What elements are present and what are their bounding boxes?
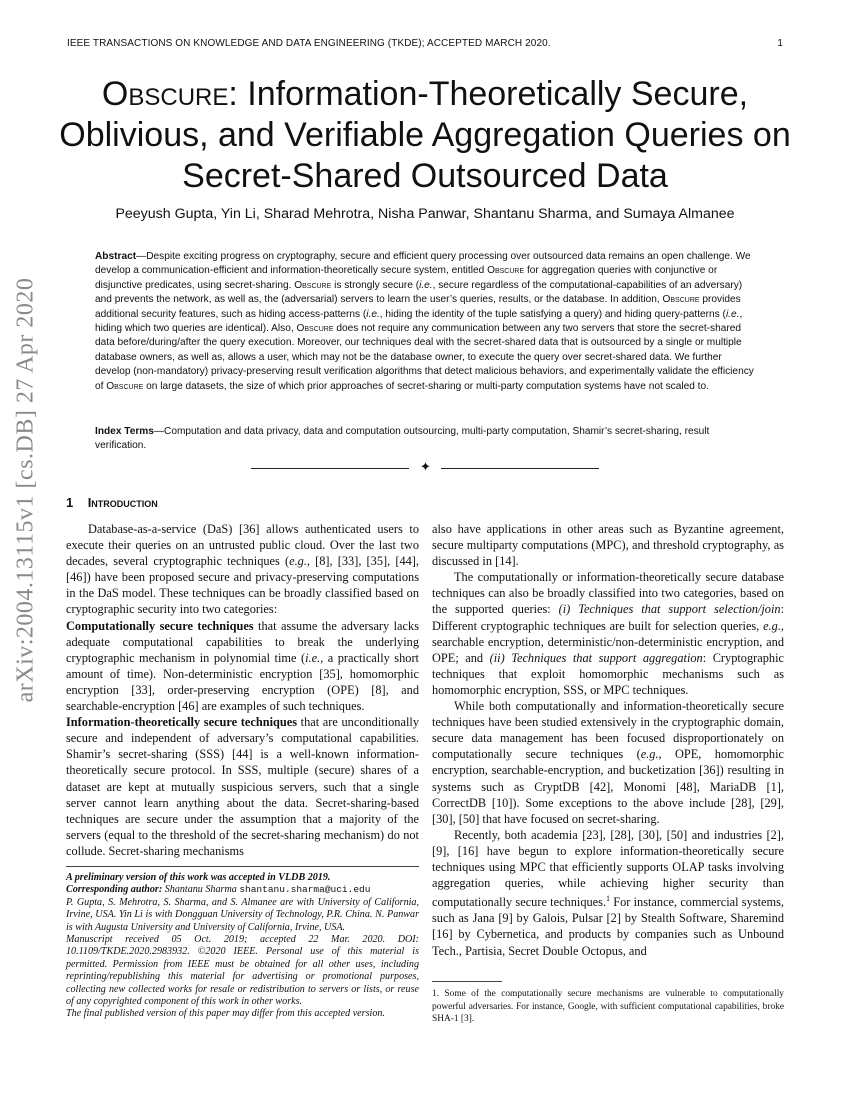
system-name: Obscure bbox=[487, 265, 525, 277]
arxiv-stamp[interactable] bbox=[4, 277, 48, 703]
page-number: 1 bbox=[777, 38, 783, 49]
divider-line-right bbox=[441, 468, 599, 469]
paper-title bbox=[50, 74, 800, 197]
section-title: Introduction bbox=[87, 495, 158, 510]
journal-name: IEEE TRANSACTIONS ON KNOWLEDGE AND DATA ENGINEERING (TKDE); ACCEPTED MARCH 2020. bbox=[67, 38, 551, 49]
corresponding-author-label: Corresponding author: bbox=[66, 884, 163, 896]
left-column bbox=[66, 521, 419, 859]
section-number: 1 bbox=[66, 495, 74, 510]
title-line-2: Oblivious, and Verifiable Aggregation Queries on bbox=[59, 116, 791, 154]
author-email-link[interactable]: shantanu.sharma@uci.edu bbox=[239, 884, 371, 896]
index-terms-label: Index Terms bbox=[95, 426, 154, 437]
author-list: Peeyush Gupta, Yin Li, Sharad Mehrotra, Nisha Panwar, Shantanu Sharma, and Sumaya Almanee bbox=[115, 206, 735, 222]
system-name: Obscure bbox=[106, 380, 144, 392]
system-name: Obscure bbox=[296, 323, 334, 335]
paragraph: Recently, both academia [23], [28], [30], [50] and industries [2], [9], [16] have begun to explore information-theoretically secure techniques using MPC that efficiently supports OLAP tasks involving aggregation queries, while achieving higher security than computationally secure techniques.$^1$ For instance, commercial systems, such as Jana [9] by Galois, Pulsar [2] by Stealth Software, Sharemind [16] by Cybernetica, and products by companies such as Unbound Tech., Partisia, Secret Double Octopus, and bbox=[432, 827, 784, 958]
footnote-marker[interactable]: 1 bbox=[606, 894, 611, 904]
section-divider bbox=[251, 459, 599, 474]
section-heading bbox=[66, 495, 158, 510]
arxiv-identifier[interactable]: arXiv:2004.13115v1 [cs.DB] 27 Apr 2020 bbox=[12, 277, 39, 703]
right-column bbox=[432, 521, 784, 959]
affiliations: P. Gupta, S. Mehrotra, S. Sharma, and S. Almanee are with University of California, Irvine, USA. Yin Li is with Dongguan University of Technology, P.R. China. N. Panwar is with Augusta University and University of California, Irvine, USA. bbox=[66, 896, 419, 933]
paragraph: Database-as-a-service (DaS) [36] allows authenticated users to execute their queries on an untrusted public cloud. Over the last two decades, several cryptographic techniques (e.g., [8], [33], [35], [44], [46]) have been proposed secure and privacy-preserving computations in the DaS model. These techniques can be broadly classified based on cryptographic security into two categories: bbox=[66, 522, 419, 617]
paragraph: While both computationally and information-theoretically secure techniques have been studied extensively in the cryptographic domain, secure data management has been focused disproportionately on computationally secure techniques (e.g., OPE, homomorphic encryption, searchable-encryption, and bucketization [36]) resulting in systems such as CryptDB [42], Monomi [48], MariaDB [1], CorrectDB [10]). Some exceptions to the above include [28], [29], [30], [50] that have focused on secret-sharing. bbox=[432, 699, 784, 826]
index-terms: Index Terms—Computation and data privacy, data and computation outsourcing, multi-party computation, Shamir’s secret-sharing, result verification. bbox=[95, 426, 710, 452]
prelim-note: A preliminary version of this work was accepted in VLDB 2019. bbox=[66, 872, 331, 883]
final-version-note: The final published version of this paper may differ from this accepted version. bbox=[66, 1008, 385, 1020]
footnote-block: A preliminary version of this work was accepted in VLDB 2019. Corresponding author: Shantanu Sharma shantanu.sharma@uci.edu P. Gupta, S. Mehrotra, S. Sharma, and S. Almanee are with University of California, Irvine, USA. Yin Li is with Dongguan University of Technology, P.R. China. N. Panwar is with Augusta University and University of California, Irvine, USA. Manuscript received 05 Oct. 2019; accepted 22 Mar. 2020. DOI: 10.1109/TKDE.2020.2983932. ©2020 IEEE. Personal use of this material is permitted. Permission from IEEE must be obtained for all other uses, including reprinting/republishing this material for advertising or promotional purposes, collecting new collected works for resale or redistribution to servers or lists, or reuse of any copyrighted component of this work in other works. The final published version of this paper may differ from this accepted version. bbox=[66, 872, 419, 1020]
system-name: Obscure bbox=[662, 294, 700, 306]
running-header bbox=[67, 38, 783, 49]
footnote-rule bbox=[66, 866, 419, 867]
footnote-1: 1. Some of the computationally secure mechanisms are vulnerable to computationally powerful adversaries. For instance, Google, with sufficient computational capabilities, broke SHA-1 [3]. bbox=[432, 989, 784, 1025]
abstract: Abstract—Despite exciting progress on cryptography, secure and efficient query processing over outsourced data remains an open challenge. We develop a communication-efficient and information-theoretically secure system, entitled Obscure for aggregation queries with conjunctive or disjunctive predicates, using secret-sharing. Obscure is strongly secure (i.e., secure regardless of the computational-capabilities of an adversary) and prevents the network, as well as, the (adversarial) servers to learn the user’s queries, results, or the database. In addition, Obscure provides additional security features, such as hiding access-patterns (i.e., hiding the identity of the tuple satisfying a query) and hiding query-patterns (i.e., hiding which two queries are identical). Also, Obscure does not require any communication between any two servers that store the secret-shared data before/during/after the query execution. Moreover, our techniques deal with the secret-shared data that is outsourced by a single or multiple database owners, as well as, allows a user, which may not be the database owner, to execute the query over secret-shared data. We further develop (non-mandatory) privacy-preserving result verification algorithms that detect malicious behaviors, and experimentally validate the efficiency of Obscure on large datasets, the size of which prior approaches of secret-sharing or multi-party computation systems have not scaled to. bbox=[95, 251, 754, 392]
system-name: Obscure bbox=[101, 75, 229, 113]
abstract-label: Abstract bbox=[95, 251, 137, 262]
divider-line-left bbox=[251, 468, 409, 469]
manuscript-note: Manuscript received 05 Oct. 2019; accepted 22 Mar. 2020. DOI: 10.1109/TKDE.2020.2983932. ©2020 IEEE. Personal use of this material is permitted. Permission from IEEE must be obtained for all other uses, including reprinting/republishing this material for advertising or promotional purposes, collecting new collected works for resale or redistribution to servers or lists, or reuse of any copyrighted component of this work in other works. bbox=[66, 934, 419, 1008]
system-name: Obscure bbox=[294, 279, 332, 291]
paragraph: Information-theoretically secure techniques that are unconditionally secure and independent of adversary’s computational capabilities. Shamir’s secret-sharing (SSS) [44] is a well-known information-theoretically secure protocol. In SSS, multiple (secure) shares of a dataset are kept at mutually suspicious servers, such that a single server cannot learn anything about the data. Secret-sharing-based techniques are secure under the assumption that a majority of the servers (equal to the threshold of the secret-sharing mechanism) do not collude. Secret-sharing mechanisms bbox=[66, 715, 419, 858]
term-computational: Computationally secure techniques bbox=[66, 618, 254, 633]
paragraph: also have applications in other areas such as Byzantine agreement, secure multiparty computations (MPC), and threshold cryptography, as discussed in [14]. bbox=[432, 522, 784, 569]
footnote-rule bbox=[432, 981, 502, 982]
diamond-ornament-icon: ✦ bbox=[420, 459, 431, 474]
title-line-1: : Information-Theoretically Secure, bbox=[228, 75, 749, 113]
term-information-theoretic: Information-theoretically secure techniques bbox=[66, 715, 298, 730]
paragraph: Computationally secure techniques that assume the adversary lacks adequate computational capabilities to break the underlying cryptographic mechanism in polynomial time (i.e., a practically short amount of time). Non-deterministic encryption [35], homomorphic encryption [33], order-preserving encryption (OPE) [8], and searchable-encryption [46] are examples of such techniques. bbox=[66, 618, 419, 714]
paragraph: The computationally or information-theoretically secure database techniques can also be broadly classified into two categories, based on the supported queries: (i) Techniques that support selection/join: Different cryptographic techniques are built for selection queries, e.g., searchable encryption, deterministic/non-deterministic encryption, and OPE; and (ii) Techniques that support aggregation: Cryptographic techniques that exploit homomorphic mechanisms such as homomorphic encryption, SSS, or MPC techniques. bbox=[432, 570, 784, 697]
title-line-3: Secret-Shared Outsourced Data bbox=[182, 157, 668, 195]
